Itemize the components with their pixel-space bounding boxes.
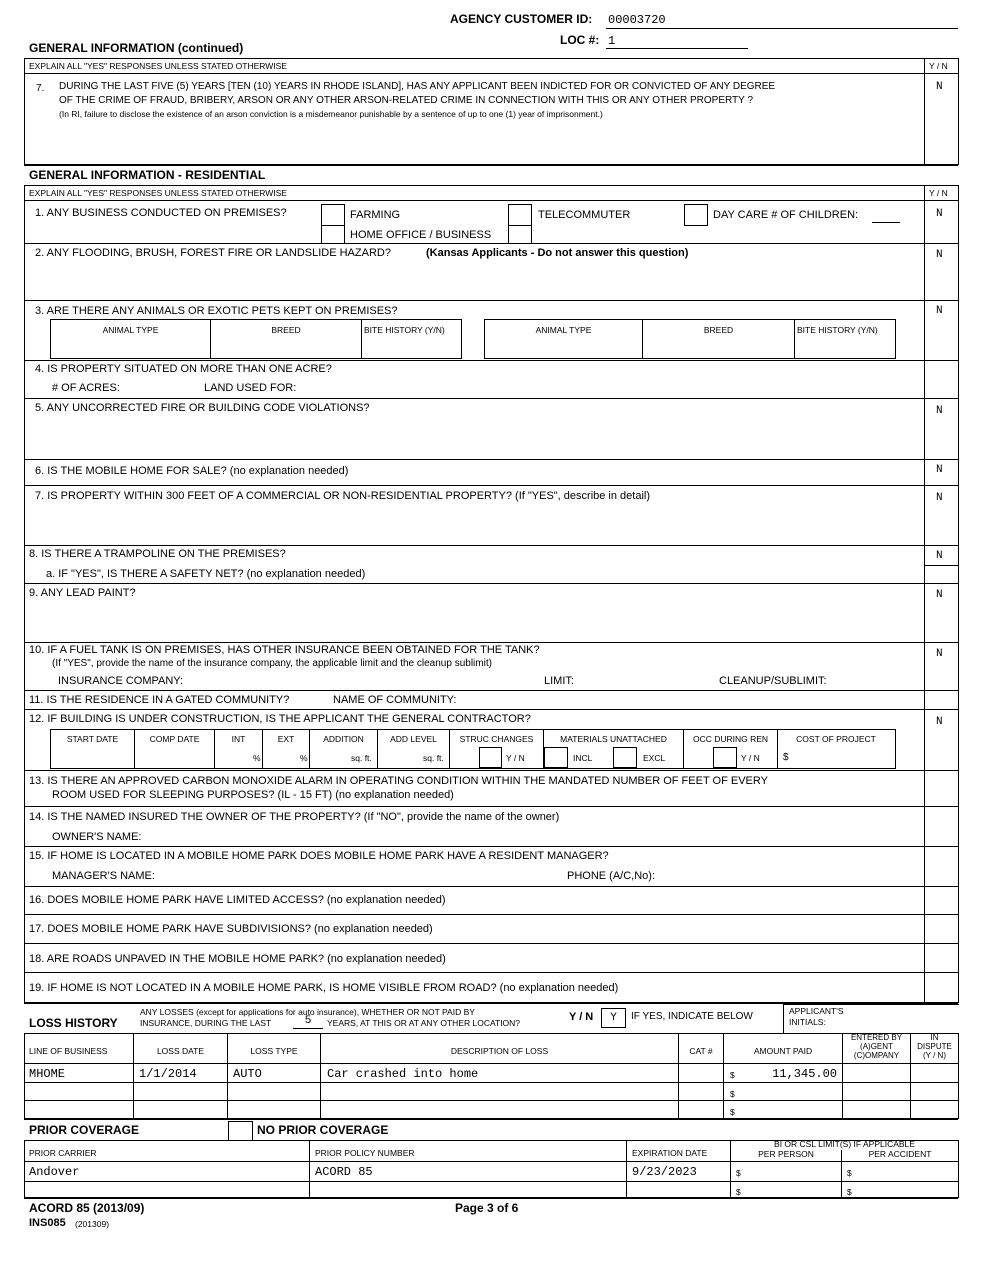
ext-percent: % <box>300 753 308 763</box>
row-line <box>24 398 958 399</box>
prior-carrier-value[interactable]: Andover <box>29 1165 80 1179</box>
col-line <box>24 1140 25 1198</box>
occ-yn-label: Y / N <box>741 753 760 763</box>
entered-by-header <box>843 1033 910 1060</box>
expiration-date-value[interactable]: 9/23/2023 <box>632 1165 697 1179</box>
ext-label: EXT <box>277 734 295 744</box>
loc-label: LOC #: <box>560 33 600 47</box>
row-line <box>24 1100 958 1101</box>
limit-label: LIMIT: <box>544 675 574 687</box>
per-accident-currency-2: $ <box>847 1187 852 1197</box>
res-q10: 10. IF A FUEL TANK IS ON PREMISES, HAS OTHER INSURANCE BEEN OBTAINED FOR THE TANK? <box>29 644 540 656</box>
row-line <box>24 846 958 847</box>
col-line <box>958 1140 959 1198</box>
telecommuter-checkbox[interactable] <box>508 204 532 226</box>
home-office-label: HOME OFFICE / BUSINESS <box>350 229 492 241</box>
struc-yn-label: Y / N <box>506 753 525 763</box>
per-accident-currency-1: $ <box>847 1168 852 1178</box>
loss-years-underline <box>293 1028 323 1029</box>
in-dispute-line3: (Y / N) <box>923 1051 946 1060</box>
materials-excl-label: EXCL <box>643 753 666 763</box>
gi-q7-line3: (In RI, failure to disclose the existence of an arson conviction is a misdemeanor punishable by a sentence of up to one (1) year of imprisonment.) <box>59 109 603 119</box>
res-q15: 15. IF HOME IS LOCATED IN A MOBILE HOME PARK DOES MOBILE HOME PARK HAVE A RESIDENT MANAGER? <box>29 850 609 862</box>
home-office-checkbox[interactable] <box>321 225 345 244</box>
q7-answer[interactable]: N <box>936 492 943 504</box>
owner-name-label: OWNER'S NAME: <box>52 831 142 843</box>
per-person-currency-1: $ <box>736 1168 741 1178</box>
res-yn-divider <box>924 185 925 1003</box>
row-line <box>24 1082 958 1083</box>
res-right-border <box>958 185 959 1003</box>
row-line <box>24 914 958 915</box>
loss-if-yes-label: IF YES, INDICATE BELOW <box>631 1011 753 1022</box>
row-line <box>24 545 958 546</box>
row-line <box>24 886 958 887</box>
loss-row-1-date[interactable]: 1/1/2014 <box>139 1067 197 1081</box>
res-header-line <box>24 200 958 201</box>
row-line <box>24 709 958 710</box>
loss-table-bottom <box>24 1118 958 1120</box>
add-level-sqft: sq. ft. <box>423 753 444 763</box>
res-q6: 6. IS THE MOBILE HOME FOR SALE? (no explanation needed) <box>35 465 349 477</box>
farming-checkbox[interactable] <box>321 204 345 226</box>
col-line <box>958 1033 959 1119</box>
occ-during-ren-label: OCC DURING REN <box>692 734 769 744</box>
start-date-label: START DATE <box>66 734 119 744</box>
row-line <box>24 360 958 361</box>
res-q16: 16. DOES MOBILE HOME PARK HAVE LIMITED ACCESS? (no explanation needed) <box>29 894 446 906</box>
gi-yn-divider <box>924 58 925 165</box>
q12-answer[interactable]: N <box>936 716 943 728</box>
q9-answer[interactable]: N <box>936 589 943 601</box>
col-line <box>309 1140 310 1198</box>
row-line <box>24 806 958 807</box>
materials-excl-checkbox[interactable] <box>613 747 637 768</box>
res-q19: 19. IF HOME IS NOT LOCATED IN A MOBILE HOME PARK, IS HOME VISIBLE FROM ROAD? (no explanation needed) <box>29 982 619 994</box>
agency-customer-id-value[interactable]: 00003720 <box>608 13 666 27</box>
loss-type-header: LOSS TYPE <box>250 1046 298 1056</box>
cat-header: CAT # <box>689 1046 713 1056</box>
daycare-label: DAY CARE # OF CHILDREN: <box>713 209 859 221</box>
res-q12: 12. IF BUILDING IS UNDER CONSTRUCTION, IS THE APPLICANT THE GENERAL CONTRACTOR? <box>29 713 531 725</box>
daycare-checkbox[interactable] <box>684 204 708 226</box>
per-accident-header: PER ACCIDENT <box>868 1149 932 1159</box>
breed-label-1: BREED <box>271 325 301 335</box>
loss-question-line2b: YEARS, AT THIS OR AT ANY OTHER LOCATION? <box>327 1018 521 1028</box>
q2-answer[interactable]: N <box>936 249 943 261</box>
gi-q7-number: 7. <box>36 83 45 94</box>
expiration-date-header: EXPIRATION DATE <box>632 1148 708 1158</box>
col-line <box>24 1033 25 1119</box>
occ-during-ren-checkbox[interactable] <box>713 747 737 768</box>
loss-row-3-currency: $ <box>730 1107 735 1117</box>
res-q4: 4. IS PROPERTY SITUATED ON MORE THAN ONE ACRE? <box>35 363 332 375</box>
col-line <box>361 319 362 358</box>
amount-paid-header: AMOUNT PAID <box>753 1046 813 1056</box>
loss-question-line1: ANY LOSSES (except for applications for auto insurance), WHETHER OR NOT PAID BY <box>140 1007 475 1017</box>
q1-extra-checkbox[interactable] <box>508 225 532 244</box>
res-q8: 8. IS THERE A TRAMPOLINE ON THE PREMISES? <box>29 548 286 560</box>
loc-underline <box>606 48 748 49</box>
row-line <box>24 1063 958 1064</box>
prior-policy-header: PRIOR POLICY NUMBER <box>315 1148 415 1158</box>
line-of-business-header: LINE OF BUSINESS <box>29 1046 108 1056</box>
form-id: ACORD 85 (2013/09) <box>29 1201 145 1215</box>
daycare-children-underline <box>872 222 900 223</box>
q8-answer[interactable]: N <box>936 550 943 562</box>
form-code-date: (201309) <box>75 1219 110 1229</box>
telecommuter-label: TELECOMMUTER <box>538 209 631 221</box>
res-q13-line1: 13. IS THERE AN APPROVED CARBON MONOXIDE ALARM IN OPERATING CONDITION WITHIN THE MANDATED NUMBER OF FEET OF EVERY <box>29 775 768 787</box>
materials-incl-label: INCL <box>573 753 593 763</box>
section-title-residential: GENERAL INFORMATION - RESIDENTIAL <box>29 168 266 182</box>
col-line <box>626 1140 627 1198</box>
row-line <box>24 1161 958 1162</box>
res-q8a: a. IF "YES", IS THERE A SAFETY NET? (no explanation needed) <box>46 568 366 580</box>
in-dispute-line2: DISPUTE <box>917 1042 952 1051</box>
materials-unattached-label: MATERIALS UNATTACHED <box>560 734 667 744</box>
no-prior-coverage-checkbox[interactable] <box>228 1121 253 1141</box>
res-q1: 1. ANY BUSINESS CONDUCTED ON PREMISES? <box>35 207 287 219</box>
loss-answer-box[interactable] <box>601 1008 626 1028</box>
acres-label: # OF ACRES: <box>52 382 120 394</box>
res-top-border <box>24 185 958 186</box>
res-q9: 9. ANY LEAD PAINT? <box>29 587 136 599</box>
row-line <box>24 300 958 301</box>
in-dispute-header <box>911 1033 958 1060</box>
prior-carrier-header: PRIOR CARRIER <box>29 1148 97 1158</box>
loss-question-line2a: INSURANCE, DURING THE LAST <box>140 1018 272 1028</box>
gi-right-border <box>958 58 959 165</box>
cost-dollar-sign: $ <box>783 752 789 763</box>
gi-header-line <box>24 73 958 74</box>
land-used-label: LAND USED FOR: <box>204 382 297 394</box>
prior-policy-value[interactable]: ACORD 85 <box>315 1165 373 1179</box>
animal-type-label-2: ANIMAL TYPE <box>535 325 592 335</box>
loss-years-value[interactable]: 5 <box>304 1015 312 1027</box>
gi-bottom-border <box>24 164 958 166</box>
bite-history-label-1: BITE HISTORY (Y/N) <box>364 325 445 335</box>
animal-type-label-1: ANIMAL TYPE <box>102 325 159 335</box>
add-level-label: ADD LEVEL <box>390 734 437 744</box>
gi-explain-label: EXPLAIN ALL "YES" RESPONSES UNLESS STATED OTHERWISE <box>29 61 287 71</box>
cost-of-project-label: COST OF PROJECT <box>796 734 876 744</box>
row-line <box>24 485 958 486</box>
q1-answer[interactable]: N <box>936 208 943 220</box>
res-q11: 11. IS THE RESIDENCE IN A GATED COMMUNITY? <box>29 694 290 706</box>
q3-answer[interactable]: N <box>936 305 943 317</box>
q5-answer[interactable]: N <box>936 405 943 417</box>
loss-history-title: LOSS HISTORY <box>29 1016 118 1030</box>
loss-row-1-desc[interactable]: Car crashed into home <box>327 1067 479 1081</box>
res-q2: 2. ANY FLOODING, BRUSH, FOREST FIRE OR LANDSLIDE HAZARD? <box>35 247 391 259</box>
in-dispute-line1: IN <box>930 1033 939 1042</box>
row-line <box>24 243 958 244</box>
breed-label-2: BREED <box>703 325 734 335</box>
row-line <box>24 690 958 691</box>
row-line <box>24 770 958 771</box>
gi-left-border <box>24 58 25 165</box>
row-line <box>24 972 958 973</box>
initials-label: APPLICANT'S INITIALS: <box>789 1006 844 1027</box>
q6-answer[interactable]: N <box>936 464 943 476</box>
struc-changes-checkbox[interactable] <box>479 747 502 768</box>
res-q7: 7. IS PROPERTY WITHIN 300 FEET OF A COMMERCIAL OR NON-RESIDENTIAL PROPERTY? (If "YES", describe in detail) <box>35 490 651 502</box>
loc-value[interactable]: 1 <box>608 34 616 48</box>
res-explain-label: EXPLAIN ALL "YES" RESPONSES UNLESS STATED OTHERWISE <box>29 188 287 198</box>
col-line <box>794 319 795 358</box>
addition-label: ADDITION <box>323 734 364 744</box>
loss-answer-value: Y <box>610 1012 617 1024</box>
per-person-currency-2: $ <box>736 1187 741 1197</box>
loss-row-1-line[interactable]: MHOME <box>29 1067 66 1081</box>
agency-customer-id-label: AGENCY CUSTOMER ID: <box>450 12 593 26</box>
gi-q7-line2: OF THE CRIME OF FRAUD, BRIBERY, ARSON OR ANY OTHER ARSON-RELATED CRIME IN CONNECTION WITH THIS OR ANY OTHER PROPERTY ? <box>59 95 753 106</box>
res-q17: 17. DOES MOBILE HOME PARK HAVE SUBDIVISIONS? (no explanation needed) <box>29 923 433 935</box>
entered-by-line2: (A)GENT <box>860 1042 893 1051</box>
int-percent: % <box>253 753 261 763</box>
loss-yn-label: Y / N <box>569 1011 594 1023</box>
loss-row-1-currency: $ <box>730 1070 735 1080</box>
row-line <box>24 943 958 944</box>
cleanup-sublimit-label: CLEANUP/SUBLIMIT: <box>719 675 827 687</box>
res-q18: 18. ARE ROADS UNPAVED IN THE MOBILE HOME PARK? (no explanation needed) <box>29 953 446 965</box>
description-header: DESCRIPTION OF LOSS <box>450 1046 549 1056</box>
row-line <box>24 583 958 584</box>
loss-row-2-currency: $ <box>730 1089 735 1099</box>
res-q10-sub: (If "YES", provide the name of the insurance company, the applicable limit and the cleanup sublimit) <box>52 658 492 669</box>
row-line <box>24 1181 958 1182</box>
res-left-border <box>24 185 25 1003</box>
prior-table-bottom <box>24 1197 958 1199</box>
entered-by-line3: (C)OMPANY <box>853 1051 900 1060</box>
comp-date-label: COMP DATE <box>149 734 200 744</box>
per-person-header: PER PERSON <box>758 1149 814 1159</box>
manager-name-label: MANAGER'S NAME: <box>52 870 155 882</box>
manager-phone-label: PHONE (A/C,No): <box>567 870 656 882</box>
materials-incl-checkbox[interactable] <box>544 747 568 768</box>
gi-q7-answer[interactable]: N <box>936 81 943 93</box>
loss-table-top <box>24 1033 958 1034</box>
agency-id-underline <box>606 28 958 29</box>
farming-label: FARMING <box>350 209 401 221</box>
entered-by-line1: ENTERED BY <box>850 1033 903 1042</box>
loss-row-1-amount[interactable]: 11,345.00 <box>772 1067 837 1081</box>
prior-coverage-title: PRIOR COVERAGE <box>29 1123 140 1137</box>
int-label: INT <box>231 734 246 744</box>
res-q3: 3. ARE THERE ANY ANIMALS OR EXOTIC PETS KEPT ON PREMISES? <box>35 305 398 317</box>
res-yn-label: Y / N <box>929 188 948 198</box>
loss-row-1-type[interactable]: AUTO <box>233 1067 262 1081</box>
loss-date-header: LOSS DATE <box>156 1046 205 1056</box>
no-prior-coverage-label: NO PRIOR COVERAGE <box>257 1123 389 1137</box>
res-q2-note: (Kansas Applicants - Do not answer this question) <box>426 247 689 259</box>
res-q5: 5. ANY UNCORRECTED FIRE OR BUILDING CODE VIOLATIONS? <box>35 402 370 414</box>
insurance-company-label: INSURANCE COMPANY: <box>58 675 184 687</box>
q8a-yn-line <box>924 565 958 566</box>
limit-header: BI OR CSL LIMIT(S) IF APPLICABLE <box>774 1139 915 1149</box>
row-line <box>24 642 958 643</box>
section-title-gi-continued: GENERAL INFORMATION (continued) <box>29 41 244 55</box>
page-number: Page 3 of 6 <box>455 1201 519 1215</box>
addition-sqft: sq. ft. <box>351 753 372 763</box>
gi-top-border <box>24 58 958 59</box>
res-q14: 14. IS THE NAMED INSURED THE OWNER OF THE PROPERTY? (If "NO", provide the name of the owner) <box>29 811 560 823</box>
gi-q7-line1: DURING THE LAST FIVE (5) YEARS [TEN (10) YEARS IN RHODE ISLAND], HAS ANY APPLICANT BEEN INDICTED FOR OR CONVICTED OF ANY DEGREE <box>59 81 776 92</box>
community-name-label: NAME OF COMMUNITY: <box>333 694 457 706</box>
gi-yn-label: Y / N <box>929 61 948 71</box>
form-code: INS085 <box>29 1217 66 1229</box>
bite-history-label-2: BITE HISTORY (Y/N) <box>797 325 878 335</box>
q10-answer[interactable]: N <box>936 648 943 660</box>
struc-changes-label: STRUC CHANGES <box>459 734 534 744</box>
row-line <box>24 459 958 460</box>
res-q13-line2: ROOM USED FOR SLEEPING PURPOSES? (IL - 15 FT) (no explanation needed) <box>52 789 454 801</box>
